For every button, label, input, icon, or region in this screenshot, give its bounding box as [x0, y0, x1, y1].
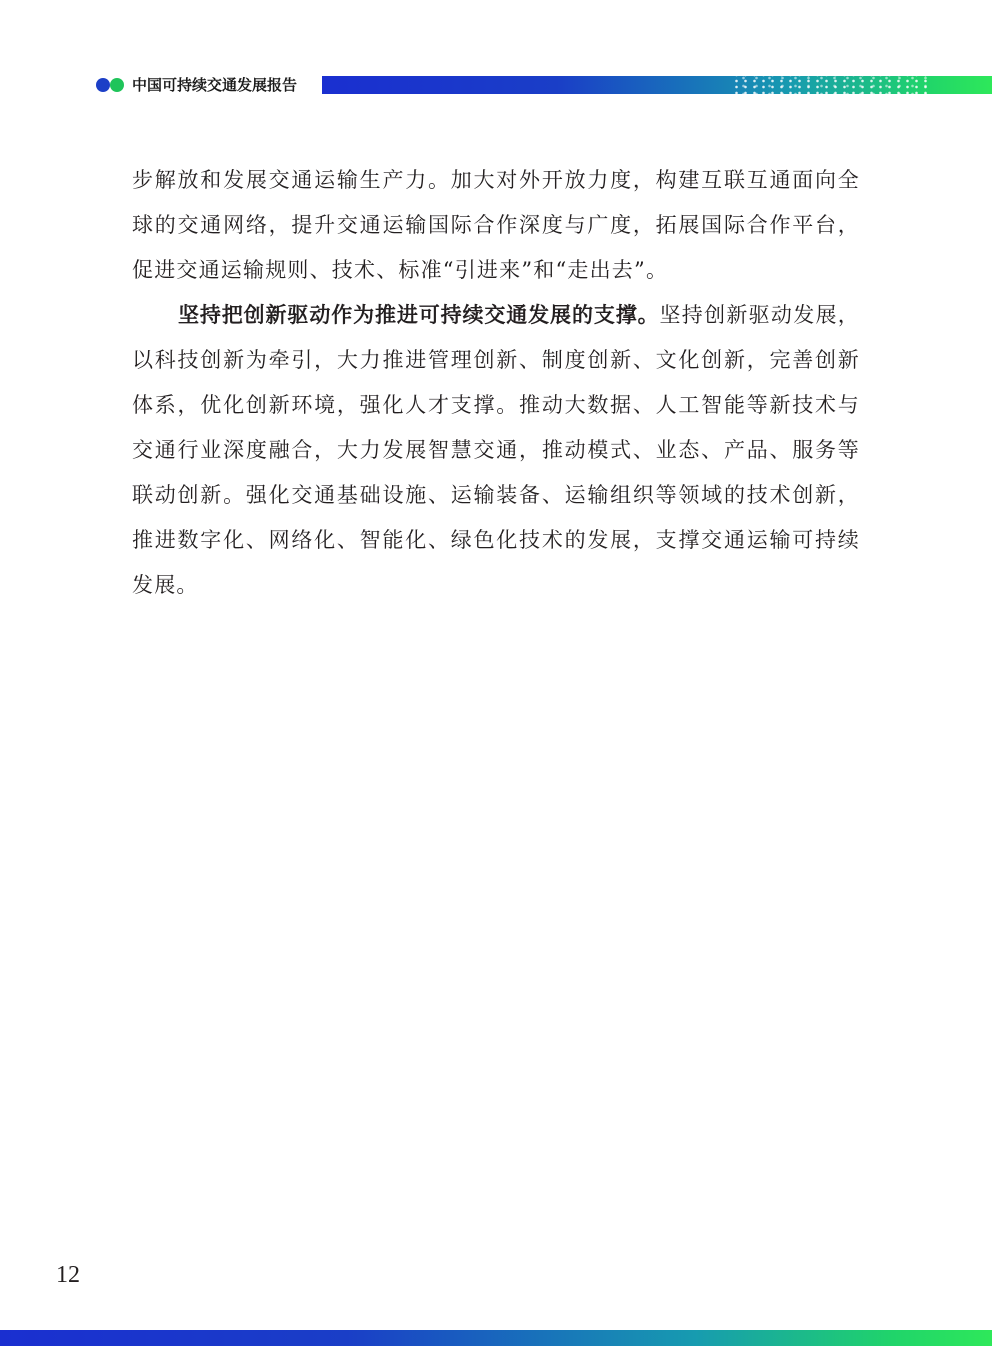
paragraph-body-text: 坚持创新驱动发展，以科技创新为牵引，大力推进管理创新、制度创新、文化创新，完善创新体系，优化创新环境，强化人才支撑。推动大数据、人工智能等新技术与交通行业深度融合，大力发展智慧交通，推动模式、业态、产品、服务等联动创新。强化交通基础设施、运输装备、运输组织等领域的技术创新，推进数字化、网络化、智能化、绿色化技术的发展，支撑交通运输可持续发展。: [132, 303, 860, 597]
header-gradient-bar: [322, 76, 992, 94]
paragraph-lead-heading: 坚持把创新驱动作为推进可持续交通发展的支撑。: [178, 303, 660, 327]
paragraph-continued: 步解放和发展交通运输生产力。加大对外开放力度，构建互联互通面向全球的交通网络，提升交通运输国际合作深度与广度，拓展国际合作平台，促进交通运输规则、技术、标准“引进来”和“走出去”。: [132, 168, 860, 282]
main-content: [132, 158, 860, 608]
page-number: 12: [56, 1262, 80, 1288]
page-header: [96, 72, 992, 98]
header-title: 中国可持续交通发展报告: [132, 76, 298, 94]
paragraph-innovation: [132, 293, 860, 608]
green-dot-icon: [110, 78, 124, 92]
blue-dot-icon: [96, 78, 110, 92]
footer-gradient-bar: [0, 1330, 992, 1346]
dot-pattern-decoration: [732, 76, 932, 94]
logo-dots-icon: [96, 78, 128, 92]
